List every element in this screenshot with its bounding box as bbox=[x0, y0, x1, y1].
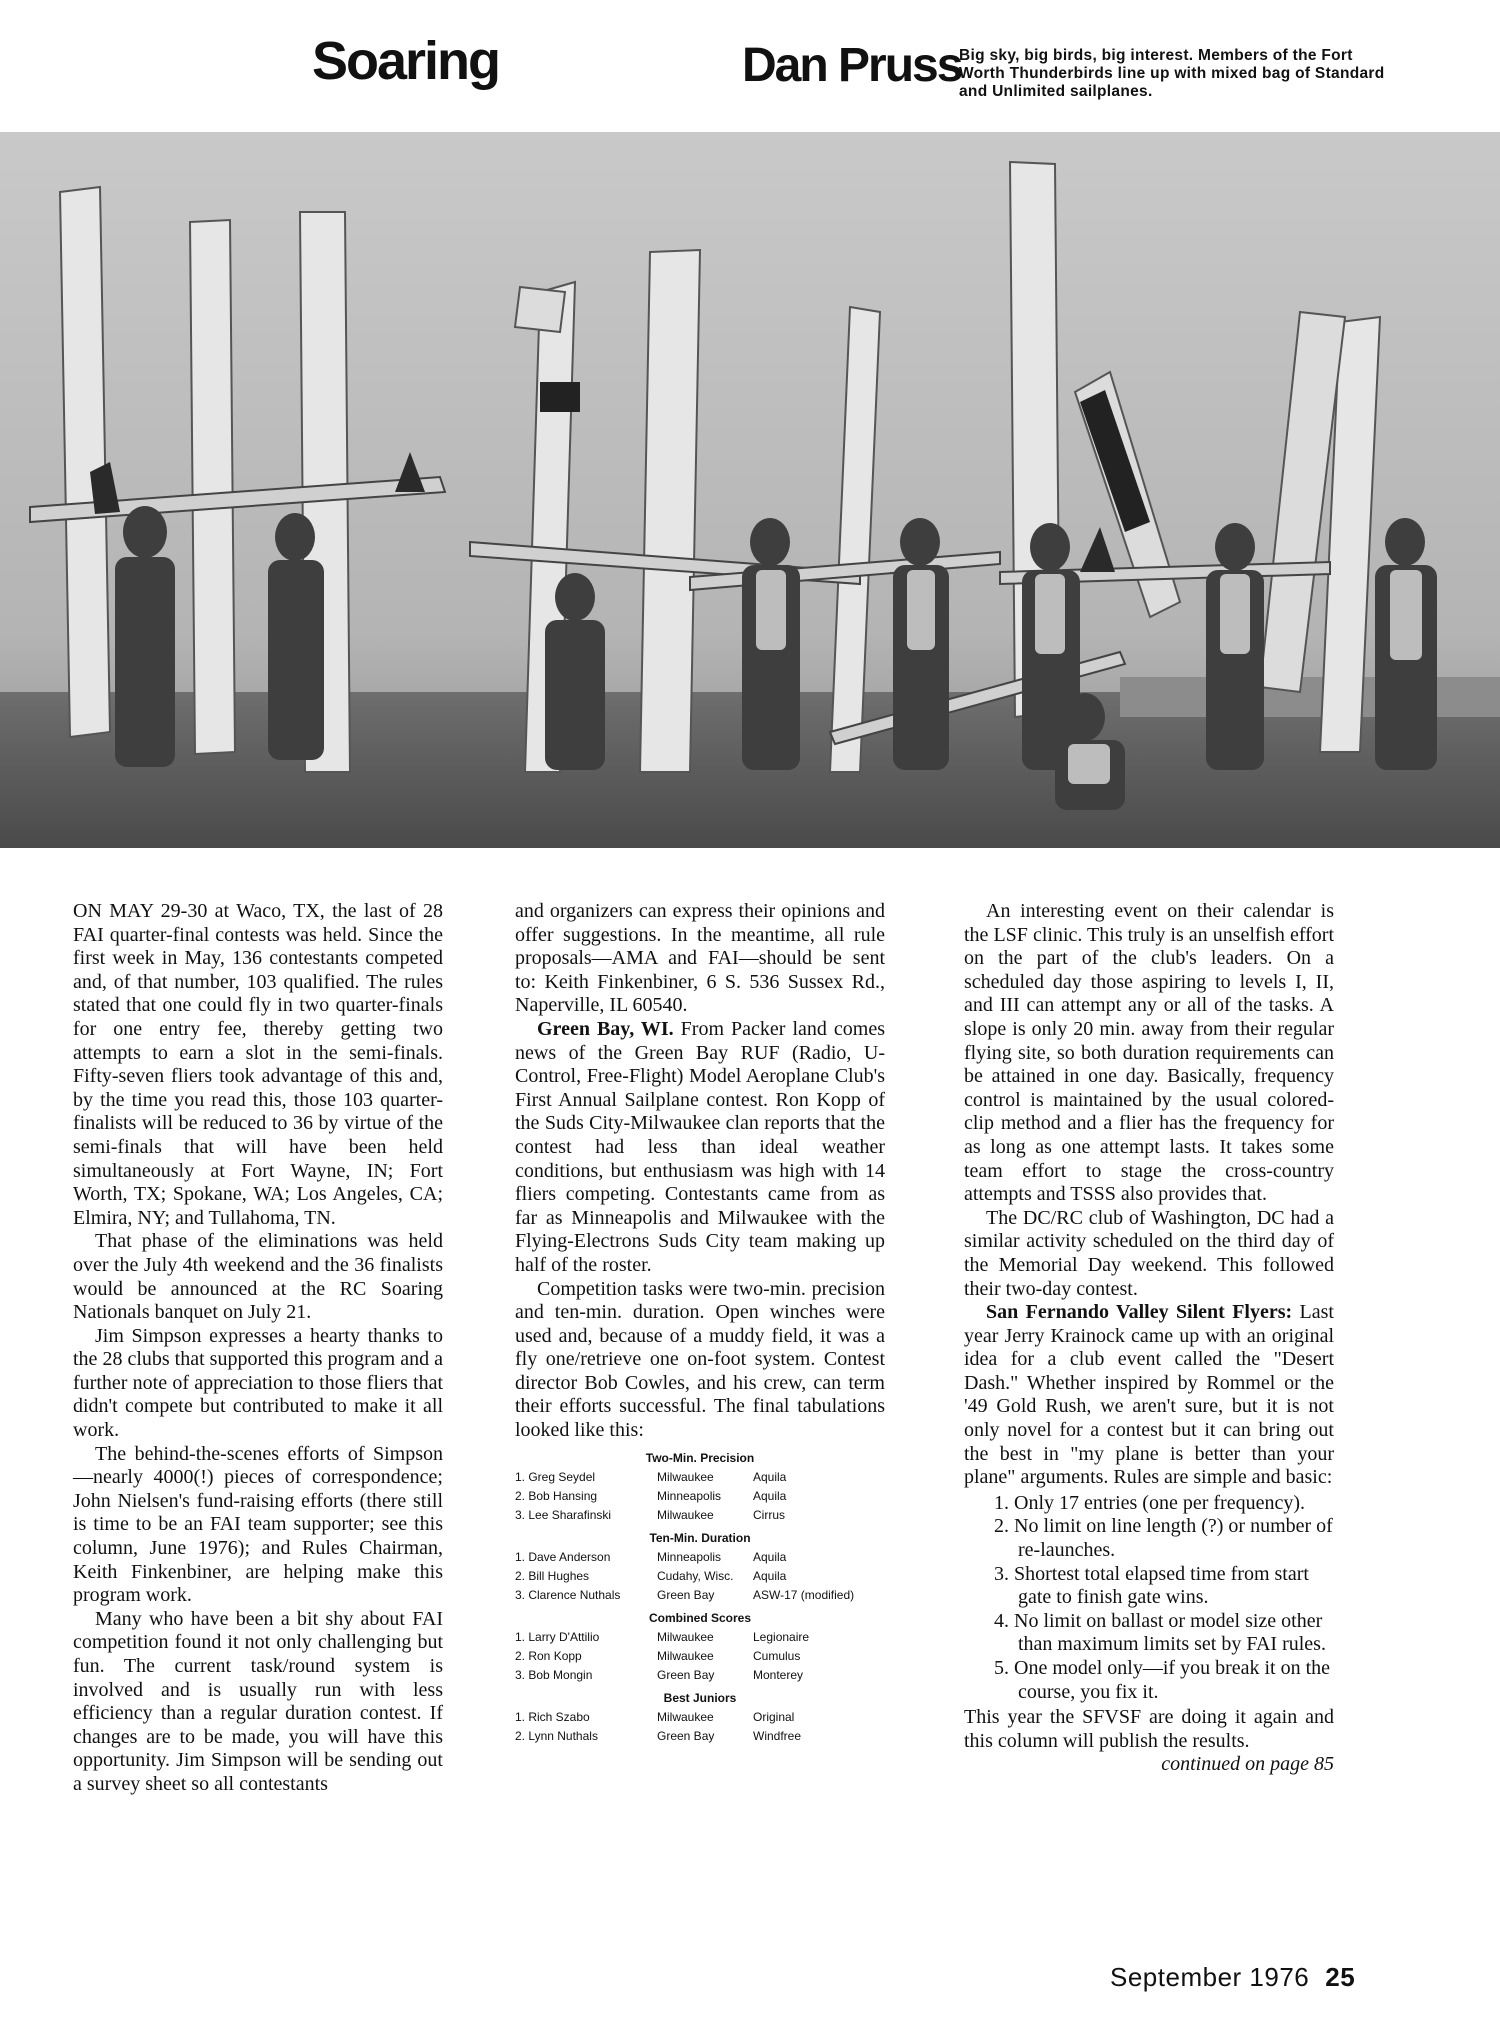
paragraph bbox=[515, 1018, 885, 1278]
issue-date: September 1976 bbox=[1110, 1962, 1310, 1992]
paragraph: That phase of the eliminations was held over the July 4th weekend and the 36 finalists would be announced at the RC Soaring Nationals banquet on July 21. bbox=[73, 1230, 443, 1324]
results-section-title: Best Juniors bbox=[663, 1690, 737, 1705]
results-row: 2. Lynn Nuthals Green Bay Windfree bbox=[515, 1728, 802, 1743]
photo-illustration bbox=[0, 132, 1500, 848]
results-table bbox=[515, 1449, 885, 1746]
paragraph: Jim Simpson expresses a hearty thanks to the 28 clubs that supported this program and a further note of appreciation to those fliers that didn't compete but contributed to make it all work. bbox=[73, 1324, 443, 1442]
results-row: 2. Ron Kopp Milwaukee Cumulus bbox=[515, 1648, 801, 1663]
results-row: 3. Bob Mongin Green Bay Monterey bbox=[515, 1667, 804, 1682]
paragraph bbox=[964, 1301, 1334, 1490]
paragraph: and organizers can express their opinions and offer suggestions. In the meantime, all rule proposals—AMA and FAI—should be sent to: Keith Finkenbiner, 6 S. 536 Sussex Rd., Naperville, IL 60540. bbox=[515, 900, 885, 1017]
results-section-title: Ten-Min. Duration bbox=[649, 1530, 751, 1545]
results-row: 1. Greg Seydel Milwaukee Aquila bbox=[515, 1469, 787, 1484]
column-3 bbox=[964, 900, 1334, 1777]
results-section-title: Combined Scores bbox=[648, 1610, 752, 1625]
results-section-title: Two-Min. Precision bbox=[645, 1450, 755, 1465]
column-2 bbox=[515, 900, 885, 1746]
results-row: 1. Rich Szabo Milwaukee Original bbox=[515, 1709, 795, 1724]
subhead-sfvsf: San Fernando Valley Silent Flyers: bbox=[986, 1301, 1293, 1324]
page-number: 25 bbox=[1325, 1962, 1356, 1992]
results-row: 2. Bob Hansing Minneapolis Aquila bbox=[515, 1488, 787, 1503]
paragraph: An interesting event on their calendar is the LSF clinic. This truly is an unselfish effort on the part of the club's leaders. On a scheduled day those aspiring to levels I, II, and III can attempt any or all of the tasks. A slope is only 20 min. away from their regular flying site, so both duration requirements can be attained in one day. Basically, frequency control is maintained by the usual colored-clip method and a flier has the frequency for as long as one attempt lasts. It takes some team effort to stage the cross-country attempts and TSSS also provides that. bbox=[964, 900, 1334, 1206]
paragraph-body: Last year Jerry Krainock came up with an original idea for a club event called the "Desert Dash." Whether inspired by Rommel or the '49 Gold Rush, we aren't sure, but it is not only novel for a contest but it can bring out the best in "my plane is better than your plane" arguments. Rules are simple and basic: bbox=[964, 1301, 1334, 1489]
rules-list-item: 1. Only 17 entries (one per frequency). bbox=[994, 1491, 1305, 1514]
continued-note: continued on page 85 bbox=[1161, 1753, 1334, 1776]
paragraph: ON MAY 29-30 at Waco, TX, the last of 28 FAI quarter-final contests was held. Since the first week in May, 136 contestants competed and, of that number, 103 qualified. The rules stated that one could fly in two quarter-finals for one entry fee, thereby getting two attempts to earn a slot in the semi-finals. Fifty-seven fliers took advantage of this and, by the time you read this, those 103 quarter-finalists will be reduced to 36 by virtue of the semi-finals that will have been held simultaneously at Fort Wayne, IN; Fort Worth, TX; Spokane, WA; Los Angeles, CA; Elmira, NY; and Tullahoma, TN. bbox=[73, 900, 443, 1229]
rules-list-item: 5. One model only—if you break it on the course, you fix it. bbox=[994, 1657, 1331, 1703]
rules-list bbox=[964, 1492, 1334, 1704]
paragraph-body: From Packer land comes news of the Green Bay RUF (Radio, U-Control, Free-Flight) Model Aeroplane Club's First Annual Sailplane contest. Ron Kopp of the Suds City-Milwaukee clan reports that the contest had less than ideal weather conditions, but enthusiasm was high with 14 fliers competing. Contestants came from as far as Minneapolis and Milwaukee with the Flying-Electrons Suds City team making up half of the roster. bbox=[515, 1017, 886, 1276]
paragraph: This year the SFVSF are doing it again and this column will publish the results. bbox=[964, 1706, 1334, 1752]
paragraph: The DC/RC club of Washington, DC had a similar activity scheduled on the third day of the Memorial Day weekend. This followed their two-day contest. bbox=[964, 1206, 1334, 1300]
results-row: 1. Dave Anderson Minneapolis Aquila bbox=[515, 1549, 787, 1564]
paragraph: Competition tasks were two-min. precision and ten-min. duration. Open winches were used and, because of a muddy field, it was a fly one/retrieve one on-foot system. Contest director Bob Cowles, and his crew, can term their efforts successful. The final tabulations looked like this: bbox=[515, 1277, 885, 1442]
results-row: 3. Clarence Nuthals Green Bay ASW-17 (modified) bbox=[515, 1587, 855, 1602]
section-title: Soaring bbox=[312, 31, 500, 91]
page-footer bbox=[1110, 1962, 1355, 1993]
paragraph: Many who have been a bit shy about FAI competition found it not only challenging but fun. The current task/round system is involved and is usually run with less efficiency than a regular duration contest. If changes are to be made, you will have this opportunity. Jim Simpson will be sending out a survey sheet so all contestants bbox=[73, 1607, 443, 1795]
rules-list-item: 2. No limit on line length (?) or number of re-launches. bbox=[994, 1515, 1333, 1562]
subhead-green-bay: Green Bay, WI. bbox=[537, 1017, 674, 1040]
results-row: 3. Lee Sharafinski Milwaukee Cirrus bbox=[515, 1507, 785, 1522]
results-row: 1. Larry D'Attilio Milwaukee Legionaire bbox=[515, 1629, 810, 1644]
photo-gliders-lineup bbox=[0, 132, 1500, 848]
photo-caption: Big sky, big birds, big interest. Members of the Fort Worth Thunderbirds line up with mixed bag of Standard and Unlimited sailplanes. bbox=[959, 47, 1385, 100]
rules-list-item: 3. Shortest total elapsed time from start gate to finish gate wins. bbox=[994, 1562, 1309, 1609]
rules-list-item: 4. No limit on ballast or model size other than maximum limits set by FAI rules. bbox=[994, 1609, 1326, 1656]
paragraph: The behind-the-scenes efforts of Simpson—nearly 4000(!) pieces of correspondence; John Nielsen's fund-raising efforts (there still is time to be an FAI team supporter; see this column, June 1976); and Rules Chairman, Keith Finkenbiner, are helping make this program work. bbox=[73, 1442, 443, 1607]
author-name: Dan Pruss bbox=[742, 39, 962, 92]
column-1 bbox=[73, 900, 443, 1797]
results-row: 2. Bill Hughes Cudahy, Wisc. Aquila bbox=[515, 1568, 787, 1583]
